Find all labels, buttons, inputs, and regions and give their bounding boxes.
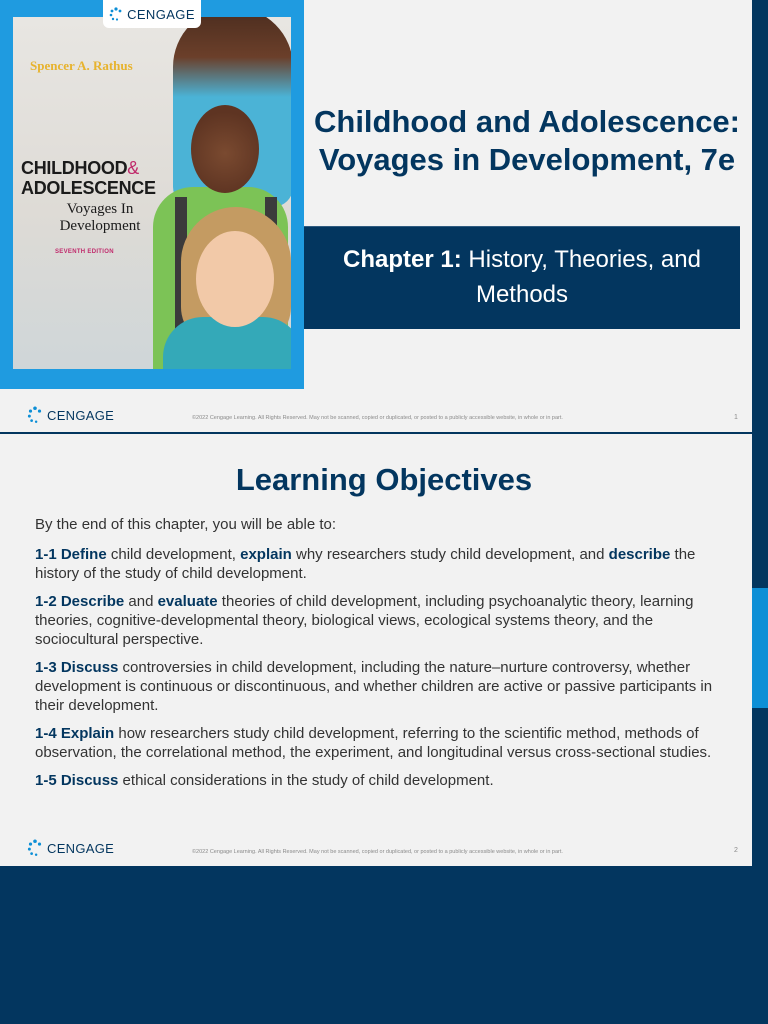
footer-copyright: ©2022 Cengage Learning. All Rights Reserved. May not be scanned, copied or duplicated, or posted to a publicly accessible website, in whole or in part. bbox=[192, 849, 563, 855]
objective-text: why researchers study child development, and bbox=[291, 546, 609, 563]
footer-logo bbox=[27, 839, 114, 857]
chapter-heading bbox=[304, 242, 740, 312]
objective-keyword: explain bbox=[240, 546, 292, 563]
cengage-logo-icon bbox=[27, 839, 43, 857]
footer-copyright: ©2022 Cengage Learning. All Rights Reserved. May not be scanned, copied or duplicated, or posted to a publicly accessible website, in whole or in part. bbox=[192, 415, 563, 421]
page-number: 2 bbox=[734, 847, 738, 854]
chapter-banner bbox=[304, 226, 740, 329]
footer-logo-text: CENGAGE bbox=[47, 407, 115, 423]
slide-1-side-strip bbox=[752, 0, 768, 432]
learning-objectives-title: Learning Objectives bbox=[235, 462, 533, 497]
chapter-title: History, Theories, and Methods bbox=[461, 246, 701, 308]
slide-2 bbox=[0, 434, 752, 866]
cover-subtitle: Voyages In Development bbox=[59, 201, 141, 234]
objective-text: controversies in child development, including the nature–nurture controversy, whether development is continuous or discontinuous, and whether children are active or passive participants in their development. bbox=[35, 659, 713, 714]
book-cover bbox=[0, 0, 304, 389]
cover-edition: SEVENTH EDITION bbox=[55, 249, 114, 255]
objective-text: how researchers study child development, referring to the scientific method, methods of observation, the correlational method, the experiment, and longitudinal versus cross-sectional studies. bbox=[35, 725, 712, 761]
objective-keyword: 1-3 Discuss bbox=[35, 659, 119, 676]
cover-title-line2: ADOLESCENCE bbox=[21, 178, 156, 198]
objective-item bbox=[35, 545, 735, 583]
chapter-label: Chapter 1: bbox=[343, 246, 462, 273]
cover-author: Spencer A. Rathus bbox=[30, 58, 133, 73]
objective-keyword: 1-5 Discuss bbox=[35, 772, 119, 789]
cover-title-line1: CHILDHOOD bbox=[21, 158, 128, 178]
side-accent-bar bbox=[752, 588, 768, 708]
objective-item bbox=[35, 724, 735, 762]
footer-logo-text: CENGAGE bbox=[47, 840, 115, 856]
learning-objectives-intro: By the end of this chapter, you will be able to: bbox=[35, 516, 337, 533]
footer-logo bbox=[27, 406, 114, 424]
objective-text: and bbox=[124, 593, 158, 610]
cengage-logo-icon bbox=[27, 406, 43, 424]
objective-keyword: 1-2 Describe bbox=[35, 593, 125, 610]
objective-keyword: 1-1 Define bbox=[35, 546, 107, 563]
cover-logo-text: CENGAGE bbox=[127, 6, 195, 22]
cover-publisher-logo bbox=[103, 0, 201, 28]
cengage-logo-icon bbox=[109, 7, 123, 21]
objective-item bbox=[35, 658, 735, 715]
cover-title bbox=[21, 158, 156, 198]
cover-child-front-head bbox=[196, 231, 274, 327]
objective-text: the history of the study of child development. bbox=[35, 546, 696, 582]
cover-title-ampersand: & bbox=[127, 158, 140, 178]
objective-item bbox=[35, 592, 735, 649]
objectives-list bbox=[35, 545, 735, 799]
objective-text: ethical considerations in the study of child development. bbox=[118, 772, 494, 789]
objective-item bbox=[35, 771, 735, 790]
book-title: Childhood and Adolescence: Voyages in Development, 7e bbox=[314, 104, 740, 177]
slide-1 bbox=[0, 0, 752, 432]
cover-child-middle-head bbox=[191, 105, 259, 193]
objective-keyword: 1-4 Explain bbox=[35, 725, 115, 742]
objective-text: theories of child development, including psychoanalytic theory, learning theories, cognitive-developmental theory, biological views, ecological systems theory, and the sociocultural perspective. bbox=[35, 593, 694, 648]
page-number: 1 bbox=[734, 414, 738, 421]
objective-text: child development, bbox=[106, 546, 241, 563]
objective-keyword: describe bbox=[608, 546, 671, 563]
objective-keyword: evaluate bbox=[157, 593, 218, 610]
